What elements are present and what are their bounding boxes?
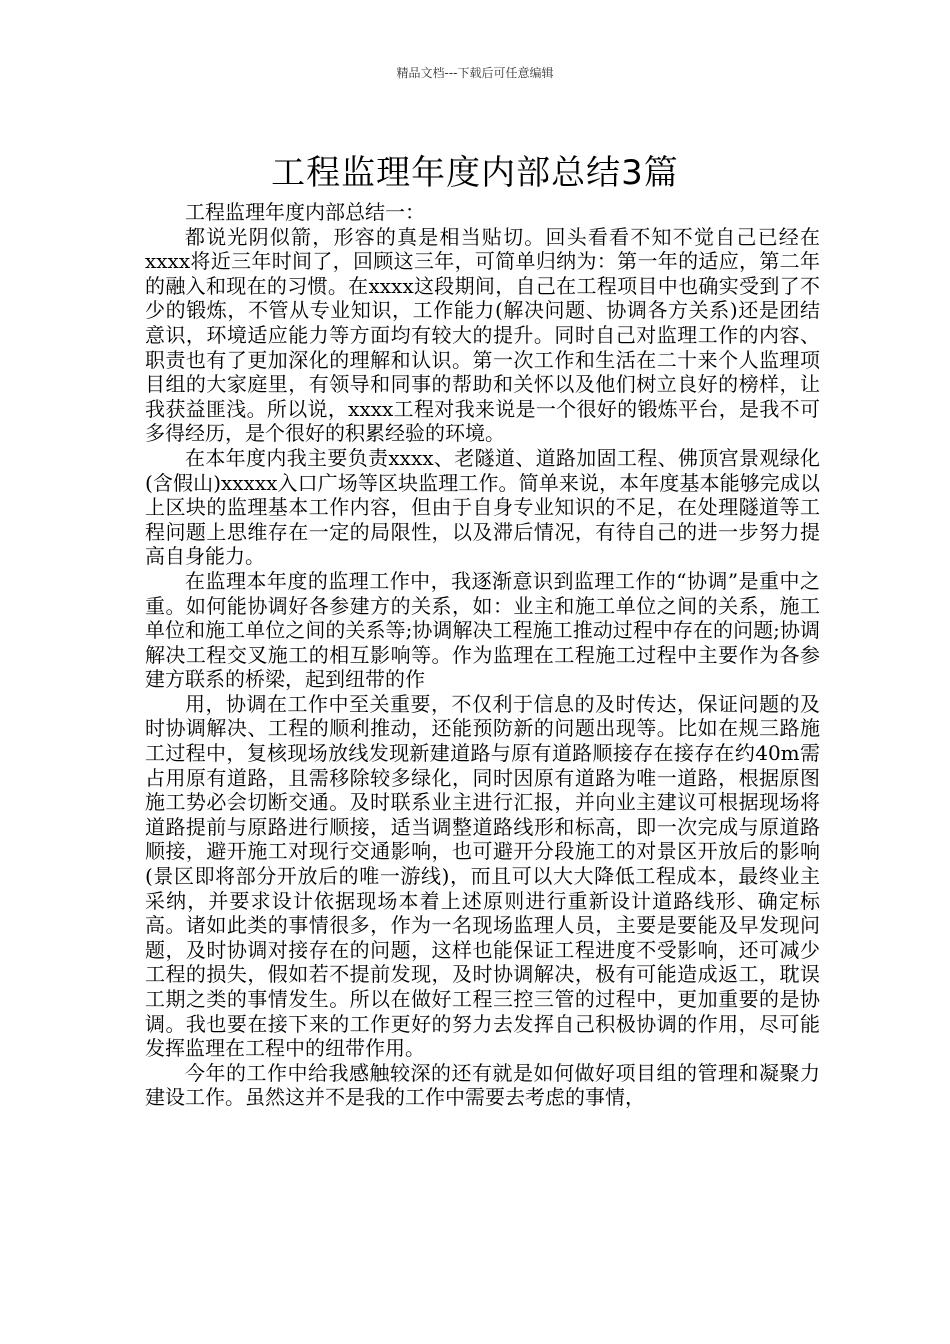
body-paragraph: 在监理本年度的监理工作中，我逐渐意识到监理工作的“协调”是重中之重。如何能协调好各参建方的关系，如：业主和施工单位之间的关系，施工单位和施工单位之间的关系等;协调解决工程施工推动过程中存在的问题;协调解决工程交叉施工的相互影响等。作为监理在工程施工过程中主要作为各参建方联系的桥梁，起到纽带的作	[145, 568, 820, 692]
body-paragraph: 今年的工作中给我感触较深的还有就是如何做好项目组的管理和凝聚力建设工作。虽然这并不是我的工作中需要去考虑的事情，	[145, 1060, 820, 1110]
document-title: 工程监理年度内部总结3篇	[271, 152, 679, 193]
header-note: 精品文档---下载后可任意编辑	[396, 66, 554, 80]
body-paragraph: 工程监理年度内部总结一：	[185, 200, 425, 224]
body-paragraph: 都说光阴似箭，形容的真是相当贴切。回头看看不知不觉自己已经在xxxx将近三年时间了，回顾这三年，可简单归纳为：第一年的适应，第二年的融入和现在的习惯。在xxxx这段期间，自己在工程项目中也确实受到了不少的锻炼，不管从专业知识，工作能力(解决问题、协调各方关系)还是团结意识，环境适应能力等方面均有较大的提升。同时自己对监理工作的内容、职责也有了更加深化的理解和认识。第一次工作和生活在二十来个人监理项目组的大家庭里，有领导和同事的帮助和关怀以及他们树立良好的榜样，让我获益匪浅。所以说，xxxx工程对我来说是一个很好的锻炼平台，是我不可多得经历，是个很好的积累经验的环境。	[145, 224, 820, 446]
document-body	[145, 200, 820, 1110]
body-paragraph: 用，协调在工作中至关重要，不仅利于信息的及时传达，保证问题的及时协调解决、工程的顺利推动，还能预防新的问题出现等。比如在规三路施工过程中，复核现场放线发现新建道路与原有道路顺接存在接存在约40m需占用原有道路，且需移除较多绿化，同时因原有道路为唯一道路，根据原图施工势必会切断交通。及时联系业主进行汇报，并向业主建议可根据现场将道路提前与原路进行顺接，适当调整道路线形和标高，即一次完成与原道路顺接，避开施工对现行交通影响，也可避开分段施工的对景区开放后的影响(景区即将部分开放后的唯一游线)，而且可以大大降低工程成本，最终业主采纳，并要求设计依据现场本着上述原则进行重新设计道路线形、确定标高。诸如此类的事情很多，作为一名现场监理人员，主要是要能及早发现问题，及时协调对接存在的问题，这样也能保证工程进度不受影响，还可减少工程的损失，假如若不提前发现，及时协调解决，极有可能造成返工，耽误工期之类的事情发生。所以在做好工程三控三管的过程中，更加重要的是协调。我也要在接下来的工作更好的努力去发挥自己积极协调的作用，尽可能发挥监理在工程中的纽带作用。	[145, 691, 820, 1061]
body-paragraph: 在本年度内我主要负责xxxx、老隧道、道路加固工程、佛顶宫景观绿化(含假山)xxxxx入口广场等区块监理工作。简单来说，本年度基本能够完成以上区块的监理基本工作内容，但由于自身专业知识的不足，在处理隧道等工程问题上思维存在一定的局限性，以及滞后情况，有待自己的进一步努力提高自身能力。	[145, 445, 820, 569]
